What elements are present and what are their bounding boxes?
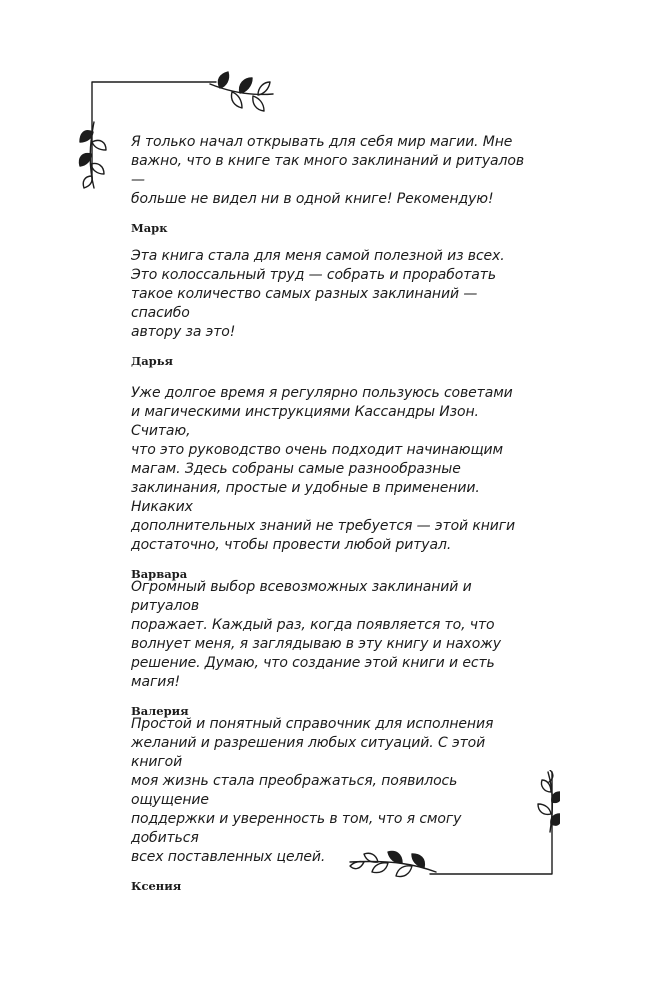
quote-line: Эта книга стала для меня самой полезной из всех. [131,248,505,264]
quote-line: желаний и разрешения любых ситуаций. С этой книгой [131,735,486,770]
review-author: Марк [131,221,168,235]
review-valeria [131,578,531,718]
quote-line: дополнительных знаний не требуется — этой книги [131,518,516,534]
quote-line: такое количество самых разных заклинаний — спасибо [131,286,478,321]
quote-line: что это руководство очень подходит начинающим [131,442,504,458]
review-author: Дарья [131,354,174,368]
review-author: Валерия [131,704,189,718]
quote-line: решение. Думаю, что создание этой книги и есть магия! [131,655,495,690]
quote-line: магам. Здесь собраны самые разнообразные [131,461,461,477]
quote-line: важно, что в книге так много заклинаний и ритуалов — [131,153,525,188]
quote-line: заклинания, простые и удобные в применении. Никаких [131,480,480,515]
quote-line: поражает. Каждый раз, когда появляется то, что [131,617,495,633]
review-author: Ксения [131,879,182,893]
quote-line: и магическими инструкциями Кассандры Изон. Считаю, [131,404,479,439]
review-author: Варвара [131,567,188,581]
quote-line: автору за это! [131,324,236,340]
quote-line: Огромный выбор всевозможных заклинаний и ритуалов [131,579,472,614]
review-kseniya [131,715,531,893]
quote-line: достаточно, чтобы провести любой ритуал. [131,537,452,553]
quote-line: Уже долгое время я регулярно пользуюсь советами [131,385,513,401]
quote-line: моя жизнь стала преображаться, появилось ощущение [131,773,458,808]
review-quote [131,247,531,342]
quote-line: всех поставленных целей. [131,849,326,865]
quote-line: поддержки и уверенность в том, что я смогу добиться [131,811,462,846]
review-quote [131,133,531,209]
quote-line: волнует меня, я заглядываю в эту книгу и нахожу [131,636,501,652]
review-quote [131,578,531,692]
review-quote [131,715,531,867]
review-darya [131,247,531,368]
quote-line: Простой и понятный справочник для исполнения [131,716,494,732]
review-quote [131,384,531,555]
quote-line: Я только начал открывать для себя мир магии. Мне [131,134,513,150]
quote-line: Это колоссальный труд — собрать и проработать [131,267,496,283]
review-mark [131,133,531,235]
quote-line: больше не видел ни в одной книге! Рекомендую! [131,191,494,207]
review-varvara [131,384,531,581]
